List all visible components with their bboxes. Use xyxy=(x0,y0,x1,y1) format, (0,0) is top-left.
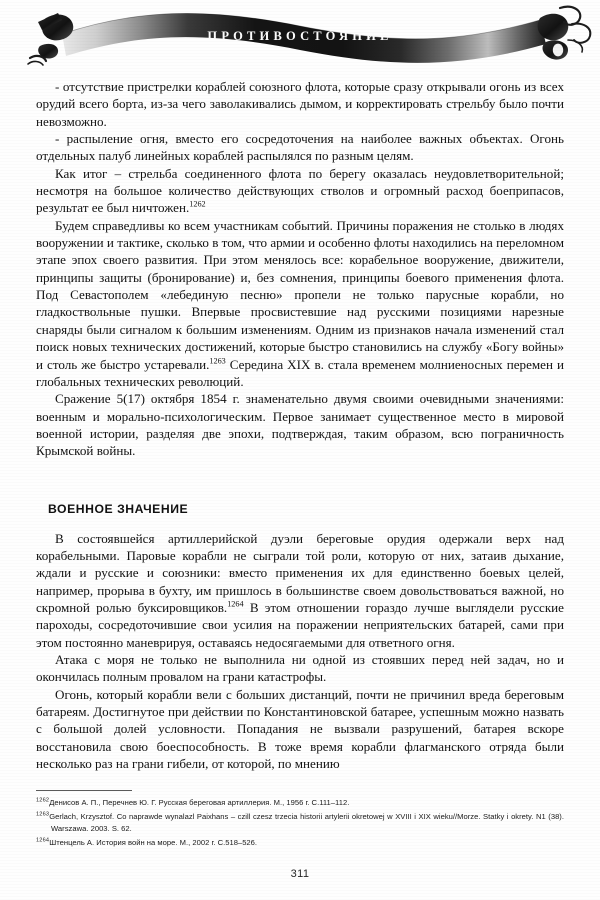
paragraph-3 xyxy=(36,165,564,217)
page-number: 311 xyxy=(290,868,310,880)
paragraph-dash-2: - распыление огня, вместо его сосредоточения на наиболее важных объектах. Огонь отдельных палуб линейных кораблей распылялся по разным целям. xyxy=(36,131,564,164)
chapter-banner xyxy=(0,0,600,72)
paragraph-4 xyxy=(36,217,564,390)
footnote-text: Gerlach, Krzysztof. Co naprawde wynalazl Paixhans – czill czesz trzecia historii artylerii okretowej w XVIII i XIX wieku//Morze. Statky i okrety. N1 (38). Warszawa. 2003. S. 62. xyxy=(49,812,564,833)
chapter-banner-title: ПРОТИВОСТОЯНИЕ xyxy=(207,29,393,43)
paragraph-5: Сражение 5(17) октября 1854 г. знаменательно двумя своими очевидными значениями: военным и морально-психологическим. Первое занимает существенное место в мировой военной истории, разделяя две эпохи, подтверждая, таким образом, всю пограничность Крымской войны. xyxy=(36,391,564,459)
paragraph-4-text-b: Середина XIX в. стала временем молниеносных перемен и глобальных технических революций. xyxy=(36,356,565,389)
footnote-number: 1264 xyxy=(36,836,50,843)
paragraph-6-text-a: В состоявшейся артиллерийской дуэли береговые орудия одержали верх над корабельными. Паровые корабли не сыграли той роли, которую от них, затаив дыхание, ждали и русские и союзники: вместо применения их для единственно боевых целей, например, прорыва в бухту, им пришлось в большинстве своем довольствоваться важной, но скромной ролью буксировщиков. xyxy=(36,530,564,615)
footnotes-block xyxy=(36,790,564,851)
footnote-marker-1264[interactable]: 1264 xyxy=(227,599,244,609)
paragraph-8: Огонь, который корабли вели с больших дистанций, почти не причинил вреда береговым батареям. Достигнутое при действии по Константиновской батарее, успешным можно назвать с большой долей условности. Попадания не вызвали разрушений, батарея вскоре восстановила свою боеспособность. В тоже время корабли флагманского отряда были несколько раз на грани гибели, от которой, по мнению xyxy=(36,686,564,772)
section-heading-military-significance: ВОЕННОЕ ЗНАЧЕНИЕ xyxy=(48,501,189,516)
footnote-marker-1263[interactable]: 1263 xyxy=(209,356,226,366)
paragraph-4-text-a: Будем справедливы ко всем участникам событий. Причины поражения не столько в людях вооружении и тактике, сколько в том, что армии и особенно флоты находились на переломном этапе эпох своего развития. При этом менялось все: корабельное вооружение, движители, принципы защиты (бронирование) и, без сомнения, принципы боевого применения флота. Под Севастополем «лебединую песню» пропели не только парусные корабли, но гладкоствольные пушки. Впервые просвистевшие над русскими позициями нарезные снаряды были сигналом к большим изменениям. Одним из признаков начала изменений стал поиск новых технических достижений, которые быстро становились на службу «Богу войны» и столь же быстро устаревали. xyxy=(36,217,564,372)
footnote-item xyxy=(36,811,564,834)
ribbon-tail-ornament-right xyxy=(538,7,591,60)
footnote-item xyxy=(36,837,564,849)
footnote-text: Денисов А. П., Перечнев Ю. Г. Русская береговая артиллерия. М., 1956 г. С.111–112. xyxy=(49,798,350,807)
paragraph-dash-1: - отсутствие пристрелки кораблей союзного флота, которые сразу открывали огонь из всех орудий всего борта, из-за чего заволакивались дымом, и корректировать стрельбу было почти невозможно. xyxy=(36,79,564,129)
paragraph-3-text: Как итог – стрельба соединенного флота по берегу оказалась неудовлетворительной; несмотря на большое количество действующих стволов и огромный расход боеприпасов, результат ее был ничтожен. xyxy=(36,165,564,216)
ribbon-banner-graphic xyxy=(0,0,600,72)
paragraph-6-text-b: В этом отношении гораздо лучше выглядели русские пароходы, сосредоточившие свои усилия на поражении неприятельских батарей, сами при этом постоянно маневрируя, оставаясь недосягаемыми для ответного огня. xyxy=(36,599,564,650)
paragraph-7: Атака с моря не только не выполнила ни одной из стоявших перед ней задач, но и окончилась полным провалом на грани катастрофы. xyxy=(36,651,564,685)
footnote-text: Штенцель А. История войн на море. М., 2002 г. С.518–526. xyxy=(49,837,258,847)
page-body xyxy=(36,78,564,772)
footnote-marker-1262[interactable]: 1262 xyxy=(189,200,206,210)
footnote-separator-rule xyxy=(36,790,132,791)
heading-spacer xyxy=(36,460,564,478)
footnote-number: 1262 xyxy=(36,797,50,804)
footnote-number: 1263 xyxy=(36,811,50,818)
footnote-item xyxy=(36,797,564,809)
paragraph-6 xyxy=(36,530,564,651)
